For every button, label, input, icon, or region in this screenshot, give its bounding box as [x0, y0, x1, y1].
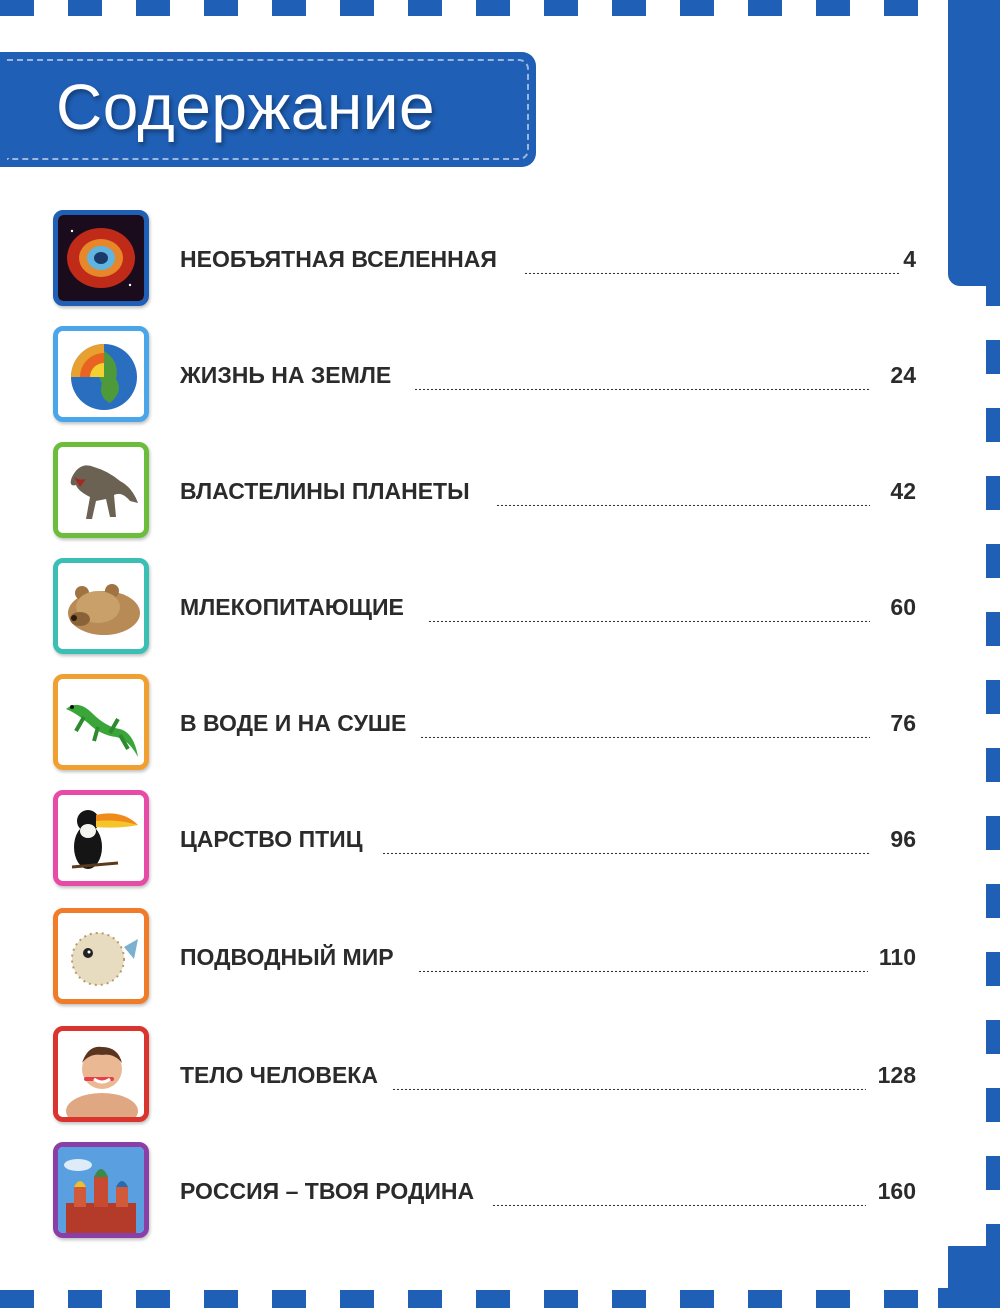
pufferfish-icon: [53, 908, 149, 1004]
bottom-stripe-border: [0, 1290, 1000, 1308]
toc-entry[interactable]: [0, 442, 1000, 542]
toc-entry-page: 42: [890, 478, 916, 504]
toucan-icon: [53, 790, 149, 886]
toc-entry[interactable]: [0, 1142, 1000, 1242]
toc-entry-title: В ВОДЕ И НА СУШЕ: [180, 710, 407, 736]
toc-entry-title: ЦАРСТВО ПТИЦ: [180, 826, 363, 852]
dot-leader: [392, 1088, 866, 1090]
toc-entry-title: МЛЕКОПИТАЮЩИЕ: [180, 594, 404, 620]
toc-entry-title: ПОДВОДНЫЙ МИР: [180, 944, 394, 970]
page-title: Содержание: [56, 71, 436, 143]
toc-entry-page: 160: [877, 1178, 916, 1204]
toc-entry-page: 24: [890, 362, 916, 388]
toc-entry-page: 128: [877, 1062, 916, 1088]
boy-icon: [53, 1026, 149, 1122]
toc-entry[interactable]: [0, 326, 1000, 426]
dot-leader: [414, 388, 870, 390]
toc-entry-page: 96: [890, 826, 916, 852]
toc-entry-title: РОССИЯ – ТВОЯ РОДИНА: [180, 1178, 475, 1204]
toc-entry-page: 76: [890, 710, 916, 736]
toc-entry-page: 110: [878, 944, 916, 970]
dot-leader: [382, 852, 870, 854]
dot-leader: [492, 1204, 866, 1206]
dot-leader: [524, 272, 900, 274]
bear-icon: [53, 558, 149, 654]
toc-entry[interactable]: [0, 790, 1000, 890]
earth-globe-icon: [53, 326, 149, 422]
dot-leader: [496, 504, 870, 506]
cathedral-icon: [53, 1142, 149, 1238]
dot-leader: [418, 970, 868, 972]
toc-entry-page: 60: [890, 594, 916, 620]
toc-entry-page: 4: [903, 246, 916, 272]
toc-entry[interactable]: [0, 210, 1000, 310]
toc-entry-title: НЕОБЪЯТНАЯ ВСЕЛЕННАЯ: [180, 246, 497, 272]
toc-entry[interactable]: [0, 908, 1000, 1008]
toc-entry-title: ТЕЛО ЧЕЛОВЕКА: [180, 1062, 378, 1088]
top-stripe-border: [0, 0, 1000, 16]
toc-entry[interactable]: [0, 1026, 1000, 1126]
dot-leader: [428, 620, 870, 622]
toc-entry[interactable]: [0, 674, 1000, 774]
dot-leader: [420, 736, 870, 738]
toc-entry[interactable]: [0, 558, 1000, 658]
dinosaur-icon: [53, 442, 149, 538]
toc-entry-title: ВЛАСТЕЛИНЫ ПЛАНЕТЫ: [180, 478, 470, 504]
lizard-icon: [53, 674, 149, 770]
toc-entry-title: ЖИЗНЬ НА ЗЕМЛЕ: [180, 362, 392, 388]
nebula-icon: [53, 210, 149, 306]
